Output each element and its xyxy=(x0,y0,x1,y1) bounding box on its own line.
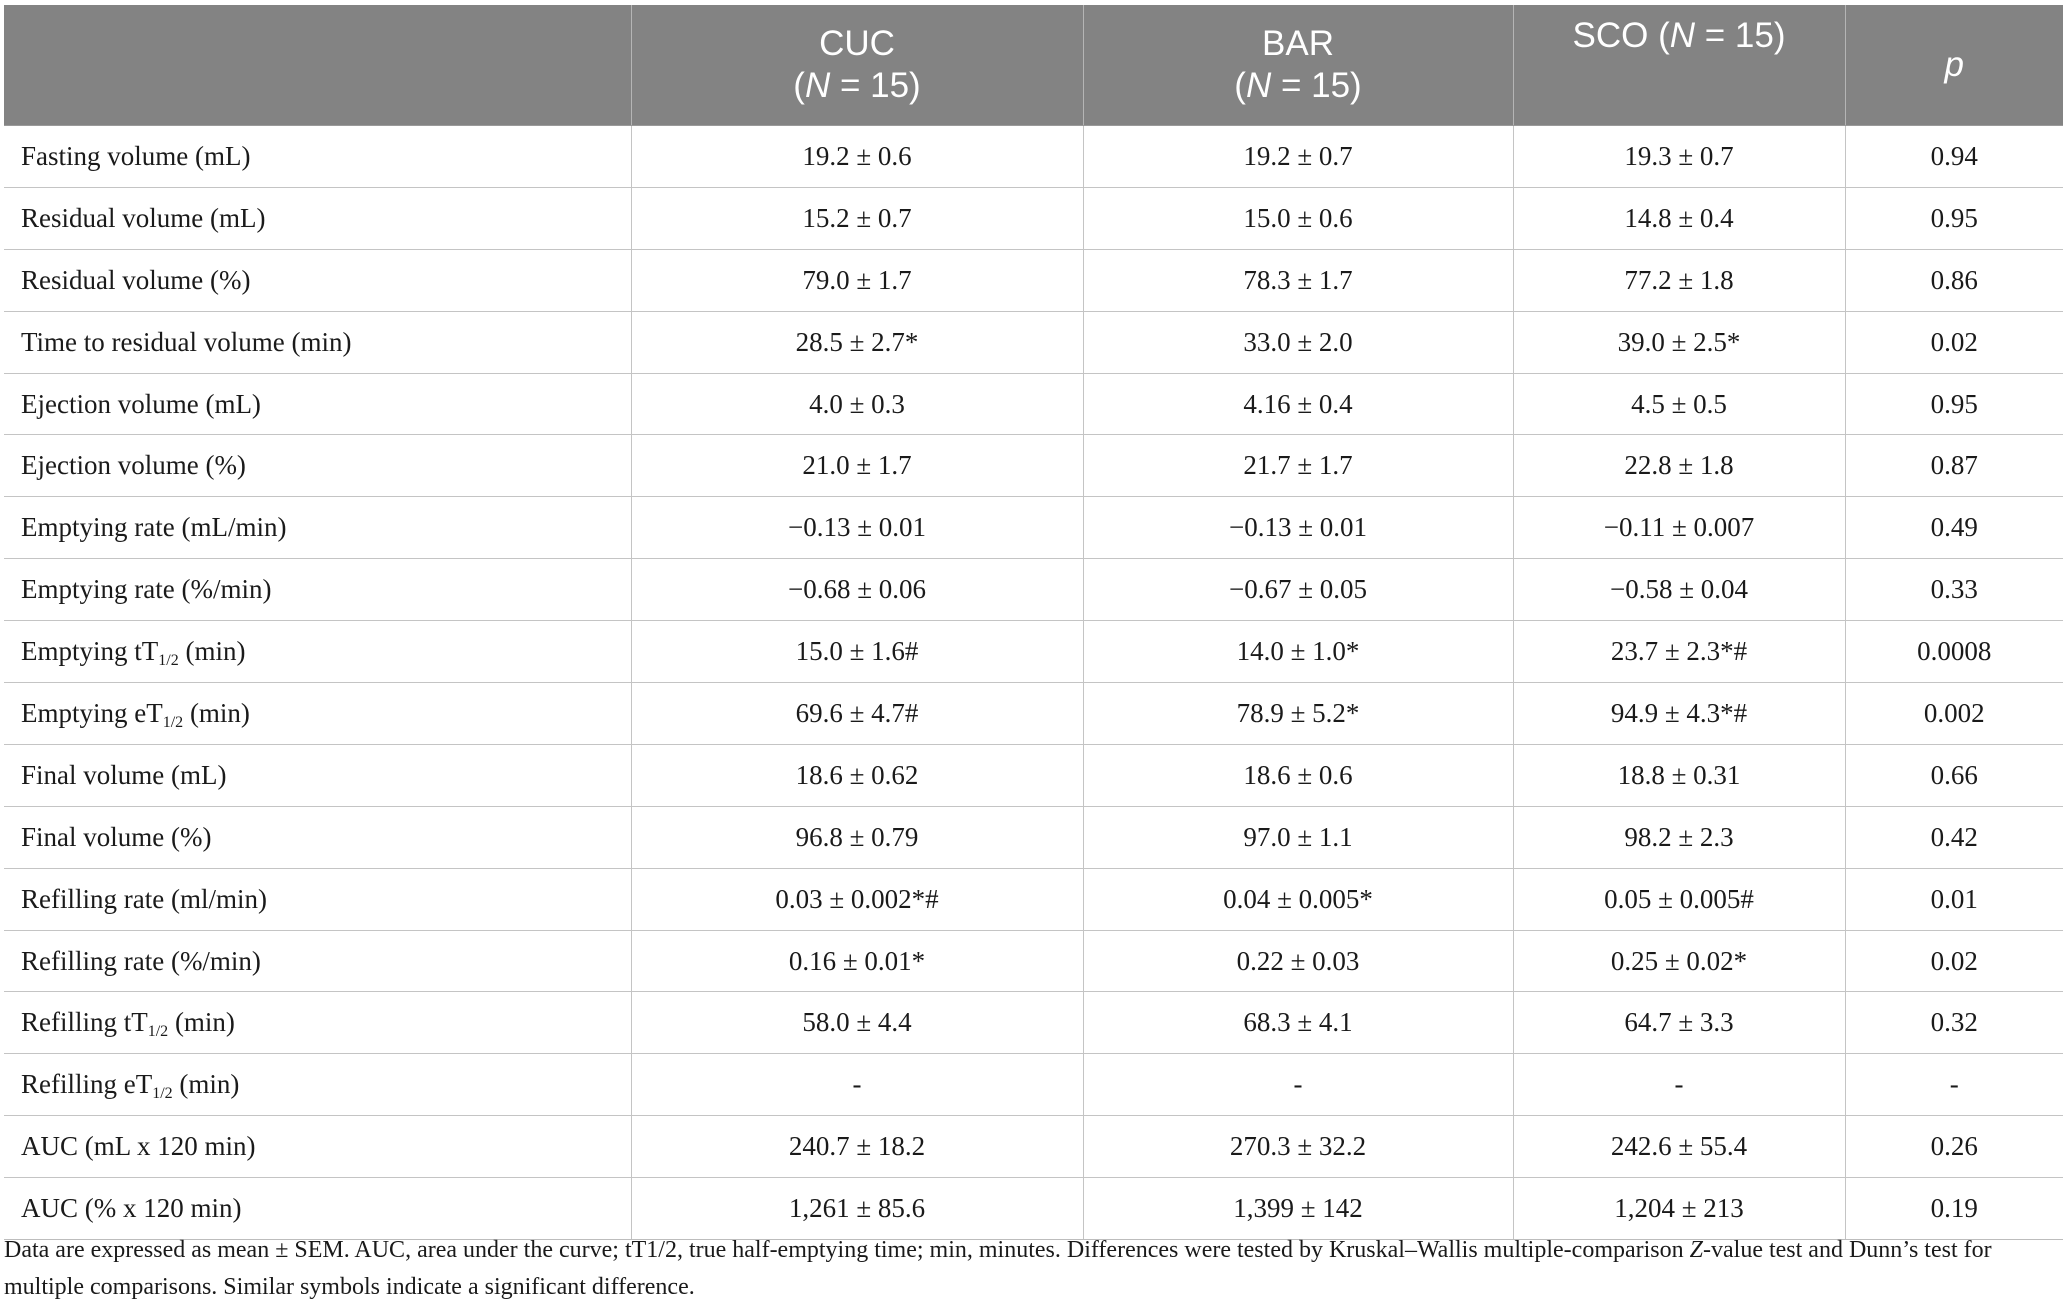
header-sco-n-suffix: = 15) xyxy=(1695,16,1786,55)
cell-bar: 270.3 ± 32.2 xyxy=(1083,1116,1513,1178)
table-row xyxy=(4,311,2063,373)
cell-cuc: 19.2 ± 0.6 xyxy=(631,126,1083,188)
row-label: Residual volume (%) xyxy=(4,249,631,311)
cell-bar: 14.0 ± 1.0* xyxy=(1083,621,1513,683)
row-label: Fasting volume (mL) xyxy=(4,126,631,188)
header-cuc-n xyxy=(632,65,1083,107)
footnote-italic-z: Z xyxy=(1689,1237,1703,1263)
cell-bar: 19.2 ± 0.7 xyxy=(1083,126,1513,188)
header-bar-n-suffix: = 15) xyxy=(1271,66,1362,105)
cell-p-value: 0.0008 xyxy=(1845,621,2063,683)
header-bar-n xyxy=(1084,65,1513,107)
header-p-value xyxy=(1845,5,2063,126)
row-label: Residual volume (mL) xyxy=(4,187,631,249)
cell-p-value: 0.86 xyxy=(1845,249,2063,311)
cell-cuc: 15.0 ± 1.6# xyxy=(631,621,1083,683)
cell-cuc: 28.5 ± 2.7* xyxy=(631,311,1083,373)
header-cuc-n-symbol: N xyxy=(804,66,831,105)
cell-bar: 78.3 ± 1.7 xyxy=(1083,249,1513,311)
table-row xyxy=(4,126,2063,188)
footnote-text-part2: -value test and Dunn’s test for multiple comparisons. Similar symbols indicate a significant difference. xyxy=(4,1237,1992,1300)
row-label-main: Refilling tT xyxy=(21,1007,148,1038)
row-label-main: Emptying tT xyxy=(21,636,159,667)
table-row xyxy=(4,559,2063,621)
header-empty-cell xyxy=(4,5,631,126)
row-label-subscript: 1/2 xyxy=(147,1023,169,1041)
row-label-tail: (min) xyxy=(183,697,250,728)
cell-p-value: 0.33 xyxy=(1845,559,2063,621)
row-label xyxy=(4,683,631,745)
cell-p-value: - xyxy=(1845,1054,2063,1116)
cell-p-value: 0.02 xyxy=(1845,930,2063,992)
cell-p-value: 0.01 xyxy=(1845,868,2063,930)
row-label xyxy=(4,992,631,1054)
table-row xyxy=(4,992,2063,1054)
cell-bar: 4.16 ± 0.4 xyxy=(1083,373,1513,435)
cell-sco: 242.6 ± 55.4 xyxy=(1513,1116,1845,1178)
cell-bar: 0.22 ± 0.03 xyxy=(1083,930,1513,992)
cell-cuc: 240.7 ± 18.2 xyxy=(631,1116,1083,1178)
cell-sco: −0.11 ± 0.007 xyxy=(1513,497,1845,559)
cell-bar: - xyxy=(1083,1054,1513,1116)
row-label: Final volume (mL) xyxy=(4,744,631,806)
table-row xyxy=(4,435,2063,497)
header-sco-n-symbol: N xyxy=(1669,16,1696,55)
row-label: Emptying rate (mL/min) xyxy=(4,497,631,559)
row-label-subscript: 1/2 xyxy=(162,713,184,731)
cell-cuc: 18.6 ± 0.62 xyxy=(631,744,1083,806)
cell-sco: 1,204 ± 213 xyxy=(1513,1178,1845,1240)
cell-cuc: 21.0 ± 1.7 xyxy=(631,435,1083,497)
row-label-tail: (min) xyxy=(178,636,246,667)
cell-sco: 4.5 ± 0.5 xyxy=(1513,373,1845,435)
table-row xyxy=(4,249,2063,311)
cell-sco: 94.9 ± 4.3*# xyxy=(1513,683,1845,745)
header-row xyxy=(4,5,2063,126)
cell-sco: 19.3 ± 0.7 xyxy=(1513,126,1845,188)
header-bar-n-prefix: ( xyxy=(1234,66,1246,105)
table-footnote xyxy=(4,1232,2054,1306)
header-bar xyxy=(1083,5,1513,126)
cell-cuc: 4.0 ± 0.3 xyxy=(631,373,1083,435)
cell-sco: 23.7 ± 2.3*# xyxy=(1513,621,1845,683)
header-cuc-n-prefix: ( xyxy=(793,66,805,105)
cell-p-value: 0.02 xyxy=(1845,311,2063,373)
cell-bar: 68.3 ± 4.1 xyxy=(1083,992,1513,1054)
table-row xyxy=(4,1116,2063,1178)
cell-sco: 22.8 ± 1.8 xyxy=(1513,435,1845,497)
table-row xyxy=(4,497,2063,559)
row-label: Final volume (%) xyxy=(4,806,631,868)
cell-sco: 0.25 ± 0.02* xyxy=(1513,930,1845,992)
cell-bar: −0.13 ± 0.01 xyxy=(1083,497,1513,559)
table-row xyxy=(4,1054,2063,1116)
table-body xyxy=(4,126,2063,1240)
cell-sco: 14.8 ± 0.4 xyxy=(1513,187,1845,249)
cell-p-value: 0.26 xyxy=(1845,1116,2063,1178)
cell-sco: 0.05 ± 0.005# xyxy=(1513,868,1845,930)
row-label xyxy=(4,621,631,683)
cell-p-value: 0.49 xyxy=(1845,497,2063,559)
header-sco-label: SCO ( xyxy=(1572,16,1670,55)
cell-cuc: 1,261 ± 85.6 xyxy=(631,1178,1083,1240)
cell-bar: 78.9 ± 5.2* xyxy=(1083,683,1513,745)
cell-sco: 98.2 ± 2.3 xyxy=(1513,806,1845,868)
table-row xyxy=(4,187,2063,249)
cell-sco: 18.8 ± 0.31 xyxy=(1513,744,1845,806)
cell-bar: 1,399 ± 142 xyxy=(1083,1178,1513,1240)
cell-bar: 21.7 ± 1.7 xyxy=(1083,435,1513,497)
row-label: Ejection volume (mL) xyxy=(4,373,631,435)
cell-p-value: 0.87 xyxy=(1845,435,2063,497)
cell-bar: 18.6 ± 0.6 xyxy=(1083,744,1513,806)
cell-p-value: 0.95 xyxy=(1845,373,2063,435)
header-bar-label: BAR xyxy=(1262,24,1334,63)
cell-bar: 15.0 ± 0.6 xyxy=(1083,187,1513,249)
row-label-tail: (min) xyxy=(172,1069,240,1100)
table-row xyxy=(4,868,2063,930)
cell-cuc: −0.13 ± 0.01 xyxy=(631,497,1083,559)
results-table-container xyxy=(4,5,2063,1240)
header-cuc-n-suffix: = 15) xyxy=(830,66,921,105)
cell-sco: 77.2 ± 1.8 xyxy=(1513,249,1845,311)
header-p-label: p xyxy=(1944,45,1964,84)
results-table xyxy=(4,5,2063,1240)
cell-cuc: 96.8 ± 0.79 xyxy=(631,806,1083,868)
table-row xyxy=(4,621,2063,683)
table-header xyxy=(4,5,2063,126)
row-label-main: Emptying eT xyxy=(21,697,163,728)
cell-sco: 39.0 ± 2.5* xyxy=(1513,311,1845,373)
cell-cuc: 0.03 ± 0.002*# xyxy=(631,868,1083,930)
table-row xyxy=(4,744,2063,806)
table-row xyxy=(4,806,2063,868)
cell-p-value: 0.95 xyxy=(1845,187,2063,249)
cell-bar: −0.67 ± 0.05 xyxy=(1083,559,1513,621)
cell-cuc: 0.16 ± 0.01* xyxy=(631,930,1083,992)
cell-bar: 97.0 ± 1.1 xyxy=(1083,806,1513,868)
header-cuc xyxy=(631,5,1083,126)
cell-p-value: 0.19 xyxy=(1845,1178,2063,1240)
cell-p-value: 0.66 xyxy=(1845,744,2063,806)
row-label-main: Refilling eT xyxy=(21,1069,153,1100)
table-row xyxy=(4,683,2063,745)
header-cuc-label: CUC xyxy=(819,24,895,63)
cell-cuc: 58.0 ± 4.4 xyxy=(631,992,1083,1054)
table-row xyxy=(4,930,2063,992)
row-label: Emptying rate (%/min) xyxy=(4,559,631,621)
cell-sco: −0.58 ± 0.04 xyxy=(1513,559,1845,621)
cell-cuc: 79.0 ± 1.7 xyxy=(631,249,1083,311)
cell-sco: 64.7 ± 3.3 xyxy=(1513,992,1845,1054)
cell-p-value: 0.94 xyxy=(1845,126,2063,188)
cell-p-value: 0.42 xyxy=(1845,806,2063,868)
row-label: Refilling rate (ml/min) xyxy=(4,868,631,930)
row-label: AUC (mL x 120 min) xyxy=(4,1116,631,1178)
cell-cuc: 15.2 ± 0.7 xyxy=(631,187,1083,249)
table-row xyxy=(4,1178,2063,1240)
cell-bar: 0.04 ± 0.005* xyxy=(1083,868,1513,930)
header-bar-n-symbol: N xyxy=(1245,66,1272,105)
row-label-subscript: 1/2 xyxy=(158,652,179,670)
row-label: AUC (% x 120 min) xyxy=(4,1178,631,1240)
row-label xyxy=(4,1054,631,1116)
row-label: Refilling rate (%/min) xyxy=(4,930,631,992)
header-sco xyxy=(1513,5,1845,126)
cell-cuc: 69.6 ± 4.7# xyxy=(631,683,1083,745)
row-label: Time to residual volume (min) xyxy=(4,311,631,373)
row-label: Ejection volume (%) xyxy=(4,435,631,497)
cell-cuc: −0.68 ± 0.06 xyxy=(631,559,1083,621)
row-label-tail: (min) xyxy=(168,1007,235,1038)
cell-p-value: 0.32 xyxy=(1845,992,2063,1054)
row-label-subscript: 1/2 xyxy=(152,1085,173,1103)
cell-p-value: 0.002 xyxy=(1845,683,2063,745)
table-row xyxy=(4,373,2063,435)
cell-cuc: - xyxy=(631,1054,1083,1116)
cell-sco: - xyxy=(1513,1054,1845,1116)
cell-bar: 33.0 ± 2.0 xyxy=(1083,311,1513,373)
footnote-text-part1: Data are expressed as mean ± SEM. AUC, area under the curve; tT1/2, true half-emptying time; min, minutes. Differences were tested by Kruskal–Wallis multiple-comparison xyxy=(4,1237,1690,1263)
